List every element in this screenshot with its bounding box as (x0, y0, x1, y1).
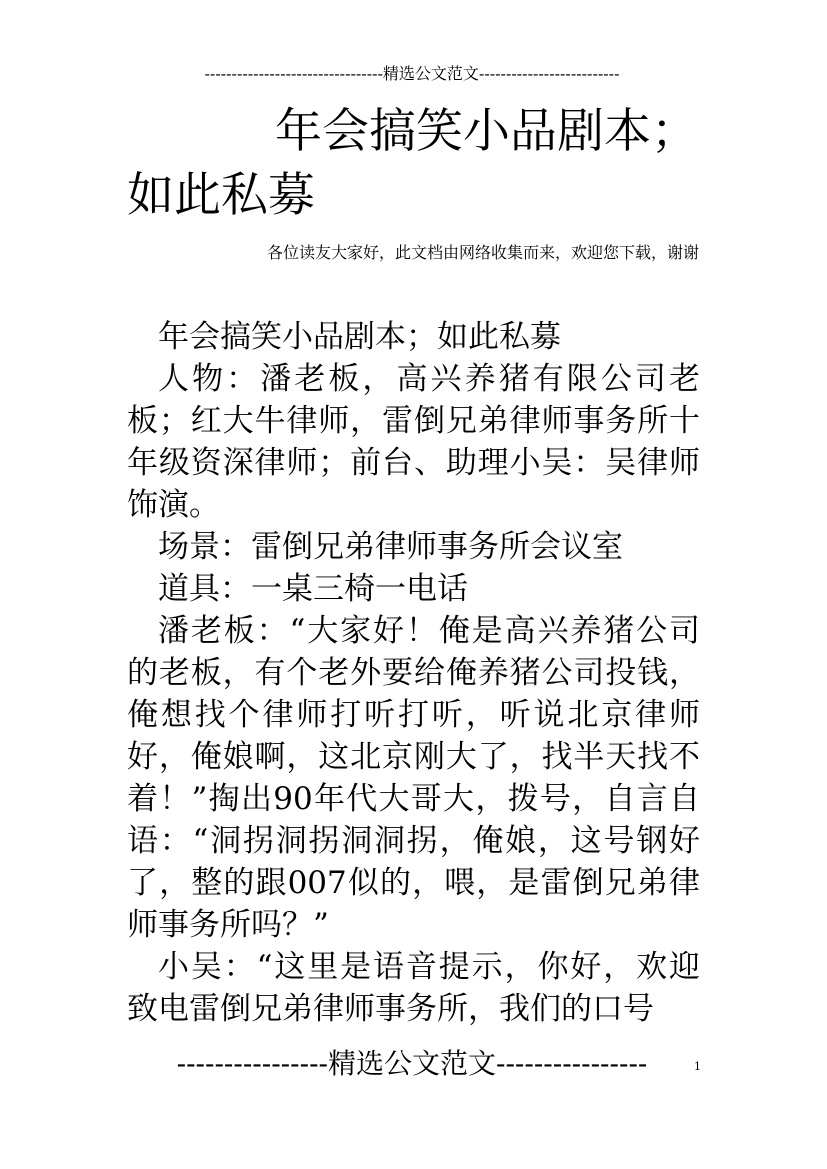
document-subtitle: 各位读友大家好，此文档由网络收集而来，欢迎您下载，谢谢 (266, 243, 699, 262)
body-paragraph: 道具：一桌三椅一电话 (158, 571, 468, 607)
body-paragraph: 人物：潘老板，高兴养猪有限公司老板；红大牛律师，雷倒兄弟律师事务所十年级资深律师；前台、助理小吴：吴律师饰演。 (127, 361, 700, 523)
page-number: 1 (694, 1060, 701, 1073)
body-paragraph: 潘老板：“大家好！俺是高兴养猪公司的老板，有个老外要给俺养猪公司投钱，俺想找个律师打听打听，听说北京律师好，俺娘啊，这北京刚大了，找半天找不着！”掏出90年代大哥大，拨号，自言自语：“洞拐洞拐洞洞拐，俺娘，这号钢好了，整的跟007似的，喂，是雷倒兄弟律师事务所吗？” (127, 613, 700, 943)
page-footer: ----------------精选公文范文---------------- (176, 1047, 648, 1080)
document-title: 年会搞笑小品剧本；如此私募 (127, 104, 698, 223)
body-paragraph: 场景：雷倒兄弟律师事务所会议室 (158, 529, 623, 565)
page-header: ---------------------------------精选公文范文-------------------------- (204, 64, 620, 83)
document-body (127, 316, 700, 1030)
body-paragraph: 年会搞笑小品剧本；如此私募 (158, 319, 561, 355)
body-paragraph: 小吴：“这里是语音提示，你好，欢迎致电雷倒兄弟律师事务所，我们的口号 (127, 949, 700, 1027)
